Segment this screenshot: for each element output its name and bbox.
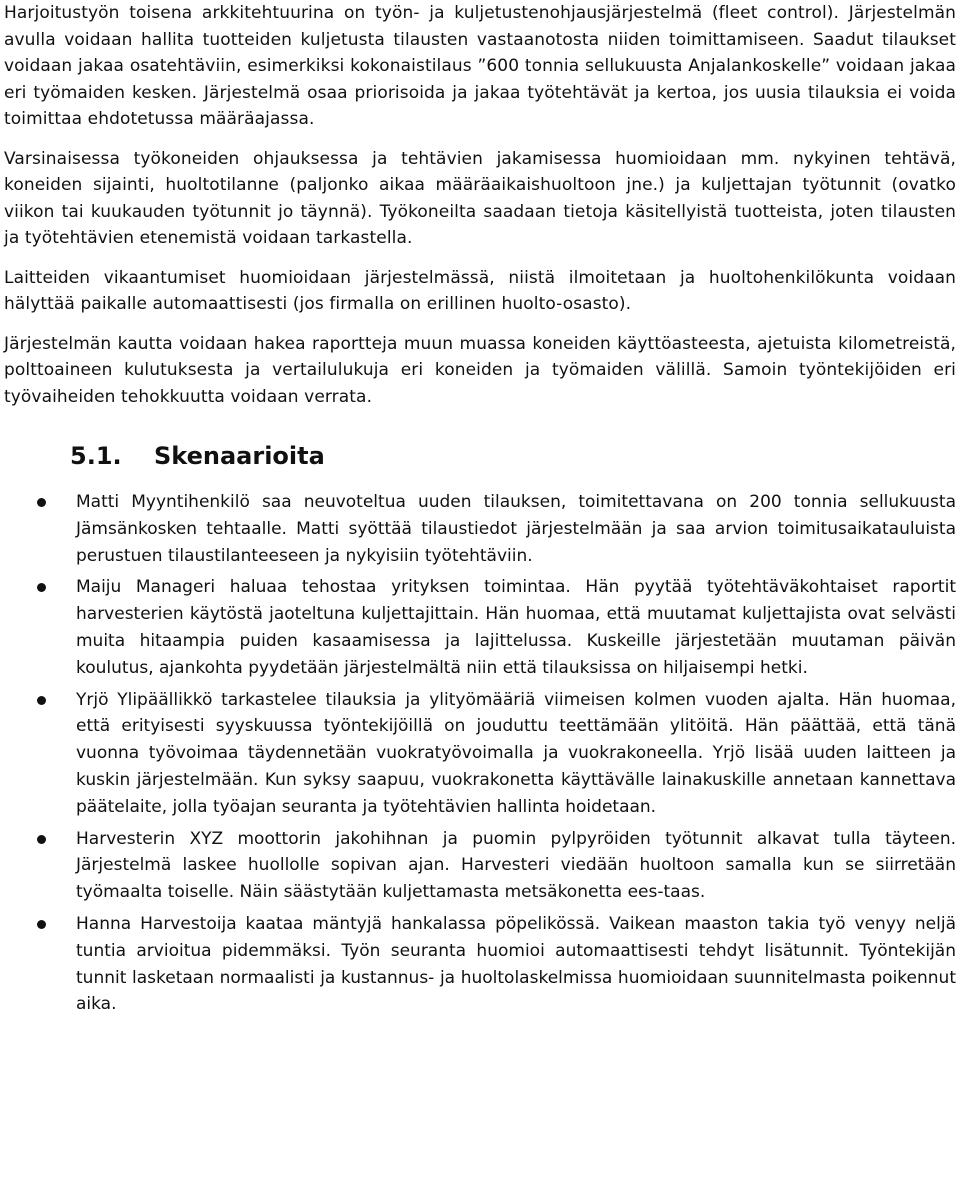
list-item — [4, 911, 956, 1018]
paragraph-intro: Harjoitustyön toisena arkkitehtuurina on työn- ja kuljetustenohjausjärjestelmä (fleet control). Järjestelmän avulla voidaan hallita tuotteiden kuljetusta tilausten vastaanotosta niiden toimittamiseen. Saadut tilaukset voidaan jakaa osatehtäviin, esimerkiksi kokonaistilaus ”600 tonnia sellukuusta Anjalankoskelle” voidaan jakaa eri työmaiden kesken. Järjestelmä osaa priorisoida ja jakaa työtehtävät ja kertoa, jos uusia tilauksia ei voida toimittaa ehdotetussa määräajassa. — [4, 3, 956, 129]
list-item-text: Maiju Manageri haluaa tehostaa yrityksen toimintaa. Hän pyytää työtehtäväkohtaiset raportit harvesterien käytöstä jaoteltuna kuljettajittain. Hän huomaa, että muutamat kuljettajista ovat selvästi muita hitaampia puiden kasaamisessa ja lajittelussa. Kuskeille järjestetään muutaman päivän koulutus, ajankohta pyydetään järjestelmältä niin että tilauksissa on hiljaisempi hetki. — [76, 577, 956, 678]
document-page — [4, 0, 956, 1023]
list-item-text: Harvesterin XYZ moottorin jakohihnan ja puomin pylpyröiden työtunnit alkavat tulla täyteen. Järjestelmä laskee huollolle sopivan ajan. Harvesteri viedään huoltoon samalla kun se siirretään työmaalta toiselle. Näin säästytään kuljettamasta metsäkonetta ees-taas. — [76, 828, 956, 903]
list-item — [4, 489, 956, 569]
section-number: 5.1. — [70, 442, 122, 470]
bullet-icon — [37, 920, 46, 929]
bullet-icon — [37, 696, 46, 705]
list-item — [4, 826, 956, 906]
section-heading — [4, 441, 956, 471]
list-item-text: Matti Myyntihenkilö saa neuvoteltua uuden tilauksen, toimitettavana on 200 tonnia sellukuusta Jämsänkosken tehtaalle. Matti syöttää tilaustiedot järjestelmään ja saa arvion toimitusaikatauluista perustuen tilaustilanteeseen ja nykyisiin työtehtäviin. — [76, 492, 956, 566]
scenario-list — [4, 489, 956, 1018]
bullet-icon — [37, 498, 46, 507]
list-item — [4, 687, 956, 821]
section-title: Skenaarioita — [154, 442, 325, 470]
paragraph-control: Varsinaisessa työkoneiden ohjauksessa ja tehtävien jakamisessa huomioidaan mm. nykyinen tehtävä, koneiden sijainti, huoltotilanne (paljonko aikaa määräaikaishuoltoon jne.) ja kuljettajan työtunnit (ovatko viikon tai kuukauden työtunnit jo täynnä). Työkoneilta saadaan tietoja käsitellyistä tuotteista, joten tilausten ja työtehtävien etenemistä voidaan tarkastella. — [4, 148, 956, 248]
bullet-icon — [37, 583, 46, 592]
list-item-text: Hanna Harvestoija kaataa mäntyjä hankalassa pöpelikössä. Vaikean maaston takia työ venyy neljä tuntia arvioitua pidemmäksi. Työn seuranta huomioi automaattisesti tehdyt lisätunnit. Työntekijän tunnit lasketaan normaalisti ja kustannus- ja huoltolaskelmissa huomioidaan suunnitelmasta poikennut aika. — [76, 913, 956, 1015]
list-item — [4, 574, 956, 681]
paragraph-reports: Järjestelmän kautta voidaan hakea raportteja muun muassa koneiden käyttöasteesta, ajetuista kilometreistä, polttoaineen kulutuksesta ja vertailulukuja eri koneiden ja työmaiden välillä. Samoin työntekijöiden eri työvaiheiden tehokkuutta voidaan verrata. — [4, 333, 956, 407]
list-item-text: Yrjö Ylipäällikkö tarkastelee tilauksia ja ylityömääriä viimeisen kolmen vuoden ajalta. Hän huomaa, että erityisesti syyskuussa työntekijöillä on jouduttu teettämään ylitöitä. Hän päättää, että tänä vuonna työvoimaa täydennetään vuokratyövoimalla ja vuokrakoneella. Yrjö lisää uuden laitteen ja kuskin järjestelmään. Kun syksy saapuu, vuokrakonetta käyttävälle lainakuskille annetaan kannettava päätelaite, jolla työajan seuranta ja työtehtävien hallinta hoidetaan. — [76, 689, 956, 817]
bullet-icon — [37, 835, 46, 844]
paragraph-faults: Laitteiden vikaantumiset huomioidaan järjestelmässä, niistä ilmoitetaan ja huoltohenkilökunta voidaan hälyttää paikalle automaattisesti (jos firmalla on erillinen huolto-osasto). — [4, 267, 956, 314]
